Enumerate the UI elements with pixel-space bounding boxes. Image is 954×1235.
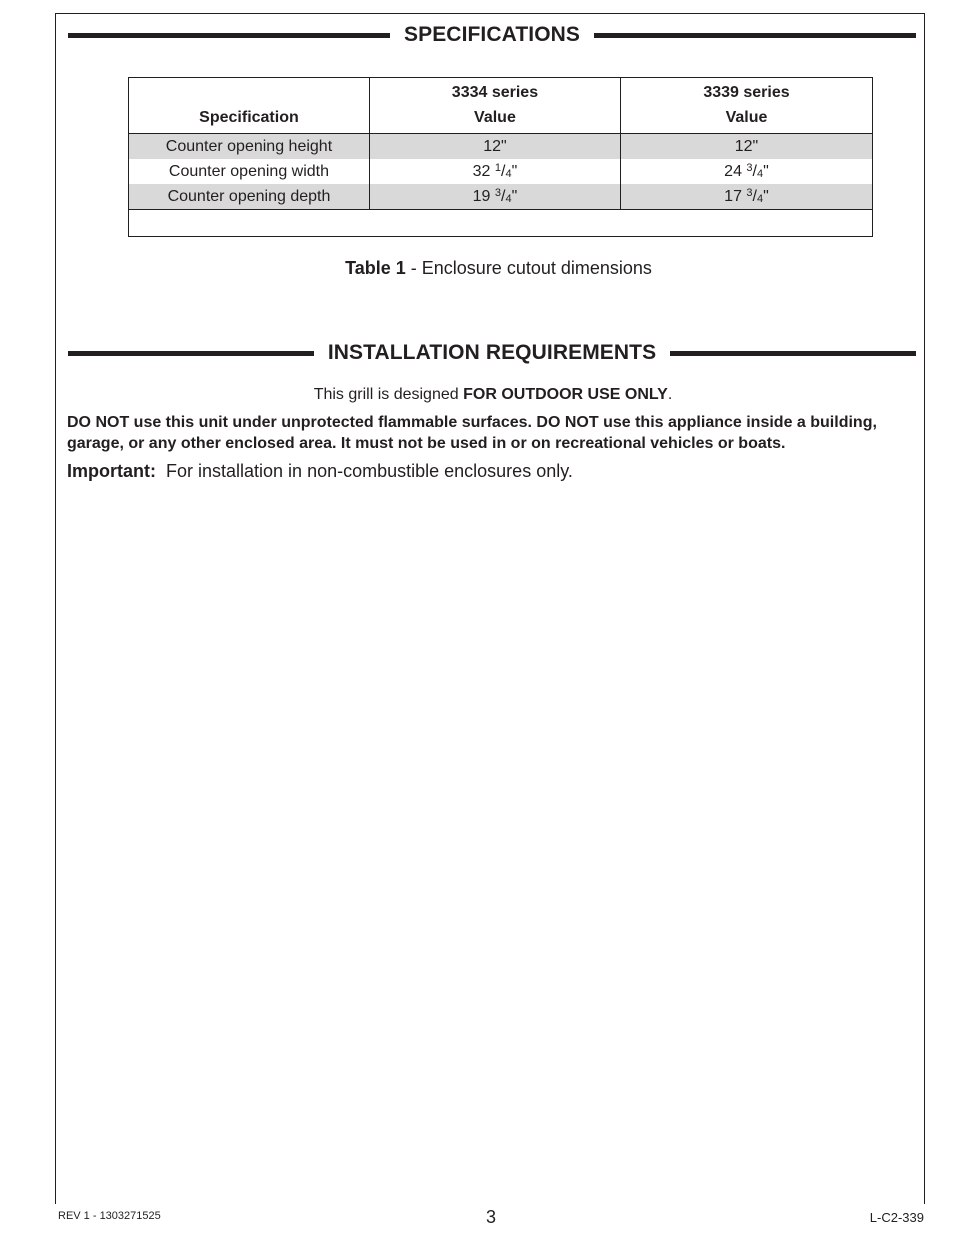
footer-page-number: 3 — [486, 1207, 497, 1227]
blank-cell — [129, 210, 873, 237]
fraction: $^3/_4$ — [494, 187, 512, 205]
header-rule-left — [68, 351, 314, 356]
table-row — [129, 159, 873, 184]
specifications-title: SPECIFICATIONS — [403, 23, 581, 46]
header-line1: 3339 series — [703, 84, 790, 101]
caption-label: Table 1 — [345, 258, 406, 278]
table-blank-row — [129, 210, 873, 237]
header-3334-series — [369, 78, 620, 134]
installation-header — [68, 338, 916, 368]
footer-doc-code: L-C2-339 — [869, 1210, 924, 1225]
value-whole: 19 — [472, 188, 495, 205]
important-text: For installation in non-combustible enclosures only. — [156, 461, 573, 481]
footer-revision: REV 1 - 1303271525 — [58, 1210, 161, 1222]
value-whole: 17 — [724, 188, 747, 205]
header-specification — [129, 78, 370, 134]
header-line1: 3334 series — [451, 84, 539, 101]
installation-title: INSTALLATION REQUIREMENTS — [327, 341, 657, 364]
outdoor-emphasis: FOR OUTDOOR USE ONLY — [463, 386, 668, 403]
important-note — [67, 461, 573, 482]
value-3339 — [620, 184, 872, 210]
row-label: Counter opening height — [129, 134, 370, 160]
value-3334 — [369, 134, 620, 160]
value-whole: 32 — [472, 163, 495, 180]
table-row — [129, 184, 873, 210]
header-rule-left — [68, 33, 390, 38]
inch-mark: " — [511, 188, 518, 205]
table-caption — [0, 258, 954, 279]
value-whole: 24 — [724, 163, 747, 180]
caption-text: - Enclosure cutout dimensions — [405, 258, 652, 278]
value-3339 — [620, 159, 872, 184]
fraction-denominator: 4 — [757, 193, 764, 205]
fraction: $^3/_4$ — [746, 162, 764, 180]
important-label: Important: — [67, 461, 156, 481]
fraction-numerator: 1 — [494, 162, 502, 174]
header-line2: Specification — [199, 109, 299, 126]
outdoor-prefix: This grill is designed — [313, 386, 464, 403]
value-3334 — [369, 184, 620, 210]
header-3339-series — [620, 78, 872, 134]
table-header-row — [129, 78, 873, 134]
row-label: Counter opening depth — [129, 184, 370, 210]
specifications-header — [68, 20, 916, 50]
fraction: $^1/_4$ — [494, 162, 512, 180]
fraction-numerator: 3 — [746, 187, 753, 199]
row-label: Counter opening width — [129, 159, 370, 184]
fraction-numerator: 3 — [494, 187, 502, 199]
outdoor-use-notice — [0, 386, 954, 404]
safety-warning: DO NOT use this unit under unprotected flammable surfaces. DO NOT use this appliance inside a building, garage, or any other enclosed area. It must not be used in or on recreational vehicles or boats. — [67, 414, 877, 452]
value-whole: 12" — [734, 138, 759, 155]
value-3339 — [620, 134, 872, 160]
table-row — [129, 134, 873, 160]
fraction-denominator: 4 — [505, 193, 512, 205]
header-rule-right — [594, 33, 916, 38]
fraction-numerator: 3 — [746, 162, 753, 174]
fraction: $^3/_4$ — [746, 187, 764, 205]
value-whole: 12" — [483, 138, 507, 155]
inch-mark: " — [763, 188, 769, 205]
outdoor-suffix: . — [667, 386, 673, 403]
header-rule-right — [670, 351, 916, 356]
fraction-denominator: 4 — [757, 168, 764, 180]
fraction-denominator: 4 — [505, 168, 512, 180]
inch-mark: " — [511, 163, 518, 180]
specifications-table — [128, 77, 873, 237]
inch-mark: " — [763, 163, 769, 180]
header-line2: Value — [725, 109, 768, 126]
value-3334 — [369, 159, 620, 184]
header-line2: Value — [474, 109, 516, 126]
